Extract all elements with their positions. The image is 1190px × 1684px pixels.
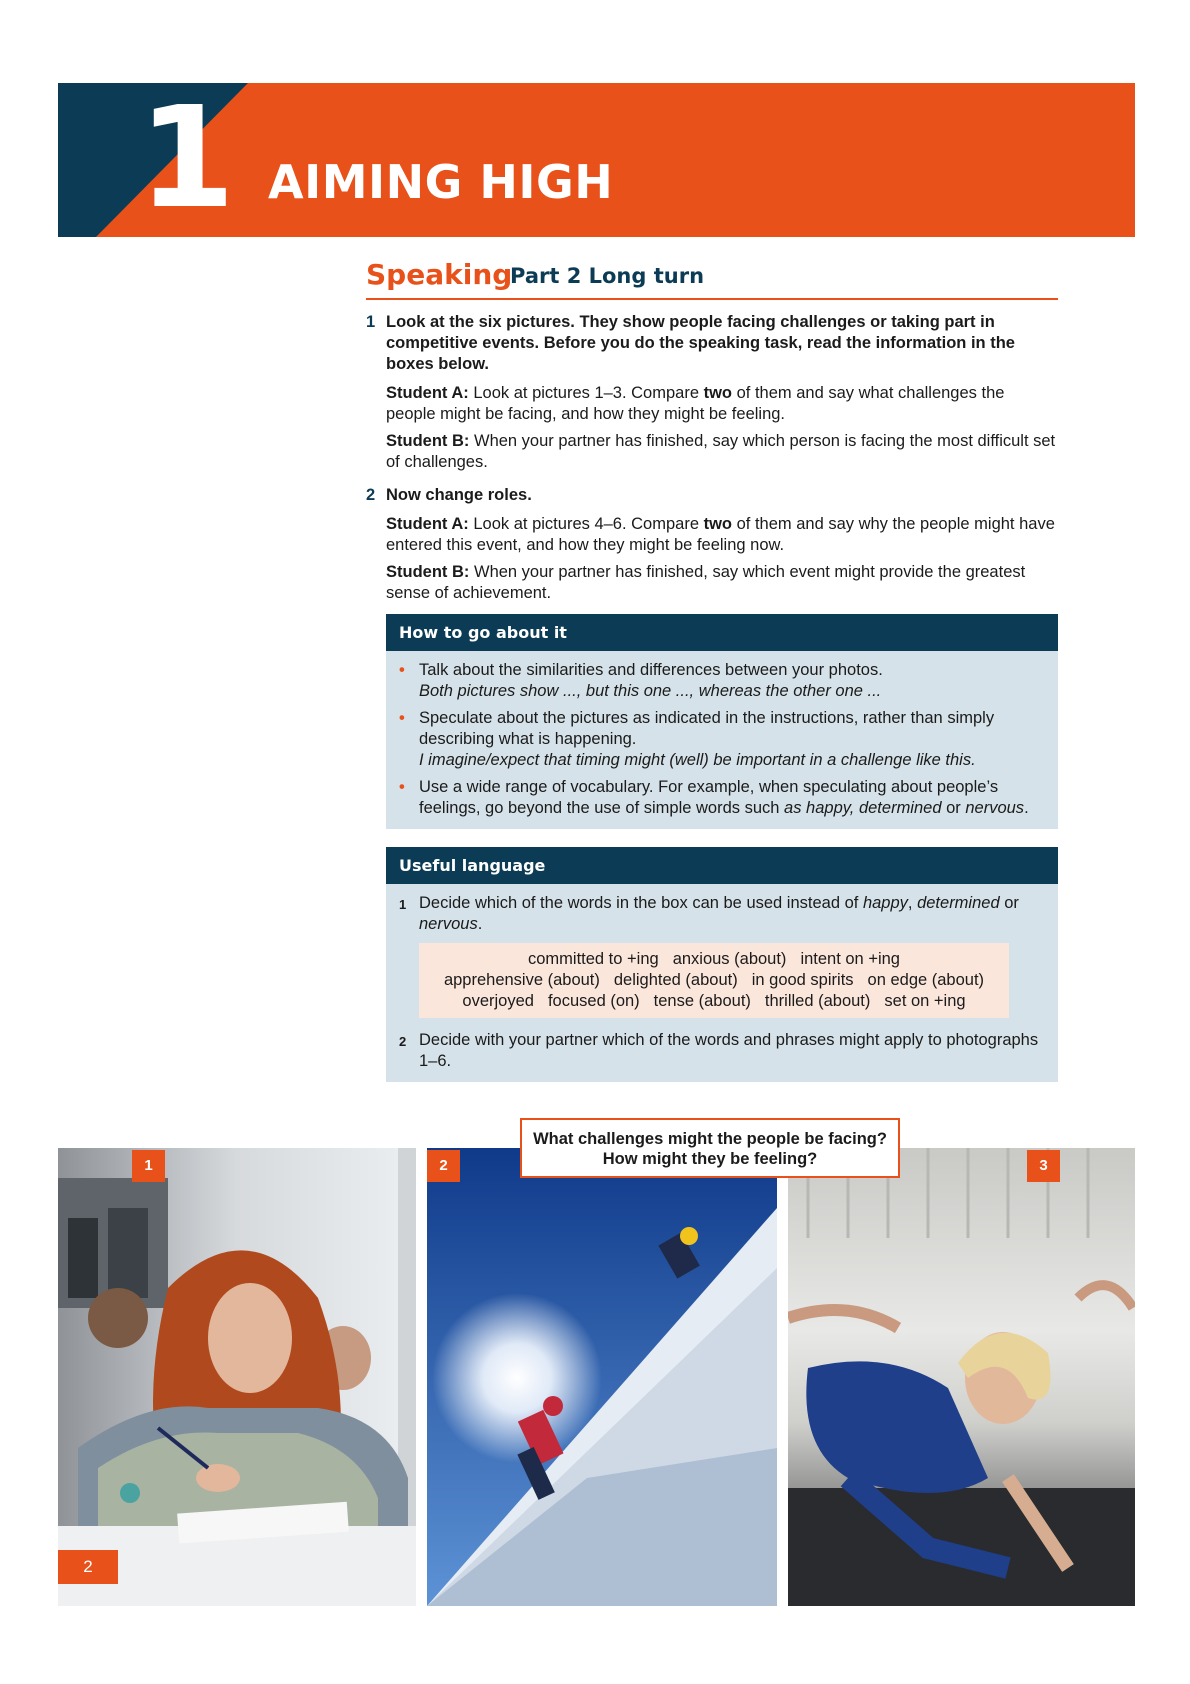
main-content bbox=[366, 312, 1058, 1082]
task-instruction: Look at the six pictures. They show people facing challenges or taking part in competitive events. Before you do the speaking task, read the information in the boxes below. bbox=[386, 313, 1015, 373]
unit-banner bbox=[58, 83, 1135, 237]
tip-item: • Use a wide range of vocabulary. For example, when speculating about people’s feelings, go beyond the use of simple words such as happy, determined or nervous. bbox=[399, 777, 1045, 819]
word-box bbox=[419, 943, 1009, 1018]
task-1 bbox=[366, 312, 1058, 473]
student-a-text: Student A: Look at pictures 1–3. Compare two of them and say what challenges the people might be facing, and how they might be feeling. bbox=[386, 384, 1005, 423]
photo-exam-student bbox=[58, 1148, 416, 1606]
section-subtitle: Part 2 Long turn bbox=[510, 264, 705, 288]
student-b-text: Student B: When your partner has finished, say which event might provide the greatest sense of achievement. bbox=[386, 563, 1026, 602]
word-row: committed to +ing anxious (about) intent on +ing bbox=[528, 950, 900, 968]
photo-question-callout bbox=[520, 1118, 900, 1178]
unit-number: 1 bbox=[138, 83, 236, 237]
student-a-text: Student A: Look at pictures 4–6. Compare two of them and say why the people might have entered this event, and how they might be feeling now. bbox=[386, 515, 1055, 554]
section-heading bbox=[366, 258, 1058, 300]
task-instruction: Now change roles. bbox=[386, 486, 532, 504]
how-to-title: How to go about it bbox=[386, 614, 1058, 651]
tip-item: • Talk about the similarities and differences between your photos. Both pictures show ..., but this one ..., whereas the other one ... bbox=[399, 660, 1045, 702]
useful-language-box bbox=[386, 847, 1058, 1082]
photo-label: 2 bbox=[427, 1150, 460, 1182]
task-2 bbox=[366, 485, 1058, 604]
useful-item-2: 2 Decide with your partner which of the words and phrases might apply to photographs 1–6. bbox=[399, 1031, 1039, 1070]
section-title: Speaking bbox=[366, 258, 513, 291]
photo-label: 1 bbox=[132, 1150, 165, 1182]
callout-line-2: How might they be feeling? bbox=[602, 1150, 818, 1168]
tip-item: • Speculate about the pictures as indicated in the instructions, rather than simply describing what is happening. I imagine/expect that timing might (well) be important in a challenge like this. bbox=[399, 708, 1045, 771]
unit-title: AIMING HIGH bbox=[268, 155, 614, 209]
photo-dancers bbox=[788, 1148, 1135, 1606]
how-to-box bbox=[386, 614, 1058, 829]
photo-label: 3 bbox=[1027, 1150, 1060, 1182]
task-number: 2 bbox=[366, 486, 376, 504]
word-row: apprehensive (about) delighted (about) in good spirits on edge (about) bbox=[443, 971, 985, 989]
task-number: 1 bbox=[366, 313, 376, 331]
useful-item-1: 1 Decide which of the words in the box can be used instead of happy, determined or nervous. bbox=[399, 894, 1019, 933]
student-b-text: Student B: When your partner has finished, say which person is facing the most difficult set of challenges. bbox=[386, 432, 1056, 471]
word-row: overjoyed focused (on) tense (about) thrilled (about) set on +ing bbox=[462, 992, 966, 1010]
useful-language-title: Useful language bbox=[386, 847, 1058, 884]
page-number: 2 bbox=[58, 1550, 118, 1584]
callout-line-1: What challenges might the people be facing? bbox=[533, 1130, 887, 1148]
photo-mountain-climbers bbox=[427, 1148, 777, 1606]
